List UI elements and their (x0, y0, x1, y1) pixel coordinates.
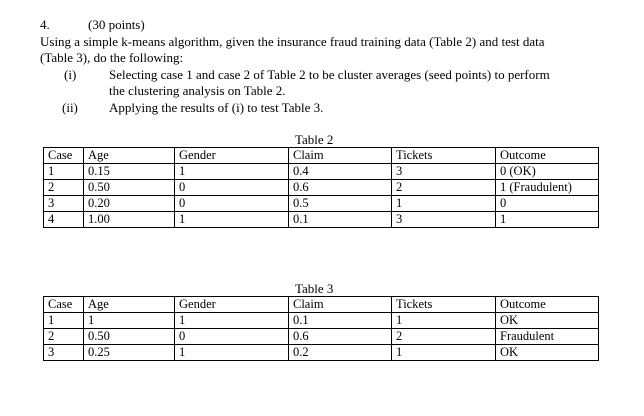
table2-header-row (44, 148, 599, 164)
item-i-line1: Selecting case 1 and case 2 of Table 2 to be cluster averages (seed points) to perform (109, 67, 550, 82)
table-cell: 1 (175, 313, 289, 329)
table-cell: 0.25 (84, 345, 175, 361)
table3-caption: Table 3 (295, 281, 334, 296)
table-cell: 0 (OK) (496, 164, 599, 180)
table-cell: 3 (44, 196, 84, 212)
item-i-line2: the clustering analysis on Table 2. (109, 83, 286, 98)
table-cell: 0.50 (84, 180, 175, 196)
table-cell: 1 (496, 212, 599, 228)
table2-caption: Table 2 (295, 132, 334, 147)
item-ii-line1: Applying the results of (i) to test Table 3. (109, 100, 324, 115)
table-cell: 0 (175, 329, 289, 345)
table-cell: 1 (Fraudulent) (496, 180, 599, 196)
table-row (44, 180, 599, 196)
table-cell: OK (496, 313, 599, 329)
table-cell: 0 (175, 196, 289, 212)
table-cell: 2 (44, 329, 84, 345)
table-cell: 2 (392, 329, 496, 345)
item-i-marker: (i) (64, 67, 77, 82)
table3-header-claim: Claim (289, 297, 392, 313)
table-cell: 0 (175, 180, 289, 196)
table2-header-claim: Claim (289, 148, 392, 164)
table-cell: Fraudulent (496, 329, 599, 345)
table-cell: 3 (392, 212, 496, 228)
table-cell: 3 (44, 345, 84, 361)
table-cell: 0.1 (289, 313, 392, 329)
table3-header-outcome: Outcome (496, 297, 599, 313)
table3-header-age: Age (84, 297, 175, 313)
table-row (44, 196, 599, 212)
table-cell: 1 (392, 196, 496, 212)
table-cell: OK (496, 345, 599, 361)
table-cell: 1 (392, 313, 496, 329)
table3-header-row (44, 297, 599, 313)
table2-header-outcome: Outcome (496, 148, 599, 164)
table-cell: 0.50 (84, 329, 175, 345)
table-row (44, 212, 599, 228)
table-cell: 0.6 (289, 180, 392, 196)
table-row (44, 313, 599, 329)
question-intro-line1: Using a simple k-means algorithm, given the insurance fraud training data (Table 2) and test data (40, 34, 545, 49)
item-ii-marker: (ii) (62, 100, 78, 115)
table-cell: 1 (175, 345, 289, 361)
question-points: (30 points) (88, 17, 145, 32)
table-cell: 1 (84, 313, 175, 329)
table-cell: 1 (175, 212, 289, 228)
table-cell: 2 (44, 180, 84, 196)
table-cell: 3 (392, 164, 496, 180)
table-row (44, 329, 599, 345)
table2-header-age: Age (84, 148, 175, 164)
table3 (43, 296, 599, 361)
table-cell: 1 (175, 164, 289, 180)
table-cell: 1.00 (84, 212, 175, 228)
table2-header-gender: Gender (175, 148, 289, 164)
table3-header-case: Case (44, 297, 84, 313)
table-cell: 4 (44, 212, 84, 228)
table2 (43, 147, 599, 228)
table-cell: 0.6 (289, 329, 392, 345)
table3-header-gender: Gender (175, 297, 289, 313)
question-intro-line2: (Table 3), do the following: (40, 50, 184, 65)
table-cell: 0.5 (289, 196, 392, 212)
table-cell: 0 (496, 196, 599, 212)
table-cell: 0.15 (84, 164, 175, 180)
table-row (44, 164, 599, 180)
table-cell: 2 (392, 180, 496, 196)
table-cell: 0.20 (84, 196, 175, 212)
question-number: 4. (40, 17, 50, 32)
table3-header-tickets: Tickets (392, 297, 496, 313)
table-cell: 1 (44, 313, 84, 329)
table2-header-case: Case (44, 148, 84, 164)
table-cell: 1 (392, 345, 496, 361)
table-cell: 0.2 (289, 345, 392, 361)
table-cell: 0.1 (289, 212, 392, 228)
table-cell: 1 (44, 164, 84, 180)
table2-header-tickets: Tickets (392, 148, 496, 164)
table-row (44, 345, 599, 361)
table-cell: 0.4 (289, 164, 392, 180)
